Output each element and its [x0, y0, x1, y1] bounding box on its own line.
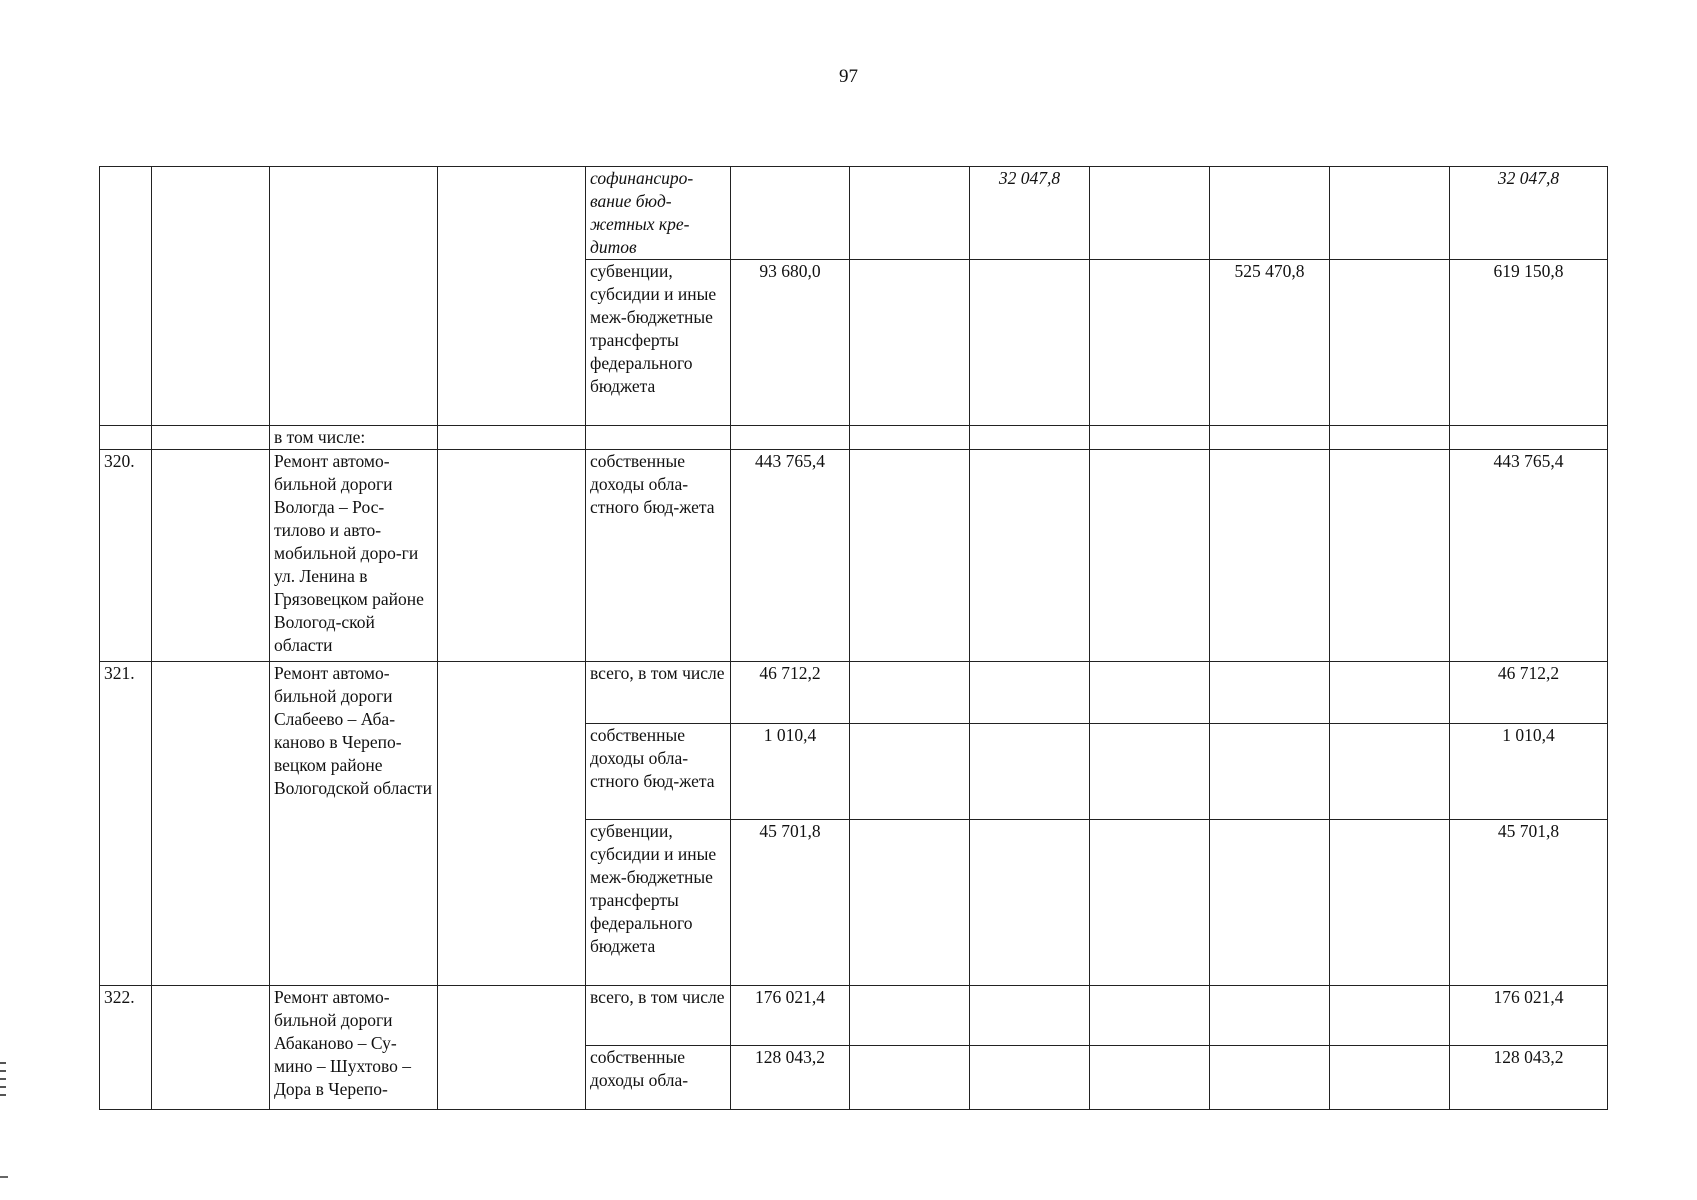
funding-source-cell: собственные доходы обла- [586, 1046, 731, 1110]
object-name-cell: Ремонт автомо-бильной дороги Абаканово – Су-мино – Шухтово – Дора в Черепо- [270, 986, 438, 1110]
amount-cell [1090, 820, 1210, 986]
total-cell [1450, 426, 1608, 450]
total-cell: 1 010,4 [1450, 724, 1608, 820]
amount-cell [1210, 662, 1330, 724]
amount-cell: 46 712,2 [731, 662, 850, 724]
code-cell [152, 662, 270, 986]
table-row [100, 986, 1608, 1046]
amount-cell [1330, 1046, 1450, 1110]
amount-cell: 128 043,2 [731, 1046, 850, 1110]
scan-edge-mark [0, 1176, 8, 1178]
row-number-cell: 320. [100, 450, 152, 662]
amount-cell [1090, 724, 1210, 820]
executor-cell [438, 662, 586, 986]
row-number-cell: 322. [100, 986, 152, 1110]
object-name-cell: Ремонт автомо-бильной дороги Вологда – Рос-тилово и авто-мобильной доро-ги ул. Ленина в Грязовецком районе Вологод-ской области [270, 450, 438, 662]
amount-cell [1210, 986, 1330, 1046]
budget-table [99, 166, 1608, 1110]
amount-cell [1330, 450, 1450, 662]
amount-cell [1330, 260, 1450, 426]
amount-cell [1090, 167, 1210, 260]
total-cell: 619 150,8 [1450, 260, 1608, 426]
object-name-cell: в том числе: [270, 426, 438, 450]
amount-cell: 525 470,8 [1210, 260, 1330, 426]
amount-cell [850, 260, 970, 426]
amount-cell [970, 450, 1090, 662]
amount-cell: 45 701,8 [731, 820, 850, 986]
total-cell: 45 701,8 [1450, 820, 1608, 986]
amount-cell [1090, 662, 1210, 724]
amount-cell [1210, 167, 1330, 260]
scan-edge-marks [0, 1062, 6, 1102]
executor-cell [438, 167, 586, 426]
total-cell: 443 765,4 [1450, 450, 1608, 662]
amount-cell [850, 724, 970, 820]
amount-cell [1330, 426, 1450, 450]
funding-source-cell: собственные доходы обла-стного бюд-жета [586, 450, 731, 662]
amount-cell [1090, 986, 1210, 1046]
amount-cell [1210, 1046, 1330, 1110]
amount-cell [970, 986, 1090, 1046]
amount-cell [850, 662, 970, 724]
table-row [100, 167, 1608, 260]
amount-cell [1330, 662, 1450, 724]
code-cell [152, 450, 270, 662]
total-cell: 32 047,8 [1450, 167, 1608, 260]
funding-source-cell: собственные доходы обла-стного бюд-жета [586, 724, 731, 820]
amount-cell [1210, 724, 1330, 820]
page-number: 97 [839, 66, 858, 87]
amount-cell: 176 021,4 [731, 986, 850, 1046]
amount-cell [1090, 426, 1210, 450]
total-cell: 46 712,2 [1450, 662, 1608, 724]
funding-source-cell [586, 426, 731, 450]
amount-cell [850, 1046, 970, 1110]
funding-source-cell: всего, в том числе [586, 662, 731, 724]
total-cell: 176 021,4 [1450, 986, 1608, 1046]
amount-cell: 443 765,4 [731, 450, 850, 662]
amount-cell [1090, 1046, 1210, 1110]
executor-cell [438, 450, 586, 662]
total-cell: 128 043,2 [1450, 1046, 1608, 1110]
executor-cell [438, 426, 586, 450]
code-cell [152, 426, 270, 450]
amount-cell [970, 426, 1090, 450]
amount-cell [850, 986, 970, 1046]
amount-cell [1090, 260, 1210, 426]
amount-cell: 93 680,0 [731, 260, 850, 426]
table-row [100, 450, 1608, 662]
amount-cell [1330, 820, 1450, 986]
amount-cell [1090, 450, 1210, 662]
amount-cell [1210, 426, 1330, 450]
row-number-cell [100, 167, 152, 426]
amount-cell [1330, 167, 1450, 260]
amount-cell [970, 662, 1090, 724]
table-row [100, 426, 1608, 450]
amount-cell: 32 047,8 [970, 167, 1090, 260]
amount-cell [1330, 724, 1450, 820]
amount-cell [850, 426, 970, 450]
amount-cell [731, 426, 850, 450]
object-name-cell: Ремонт автомо-бильной дороги Слабеево – Аба-каново в Черепо-вецком районе Вологодской области [270, 662, 438, 986]
code-cell [152, 167, 270, 426]
code-cell [152, 986, 270, 1110]
funding-source-cell: софинансиро-вание бюд-жетных кре-дитов [586, 167, 731, 260]
amount-cell [850, 820, 970, 986]
amount-cell [850, 167, 970, 260]
amount-cell [731, 167, 850, 260]
table-row [100, 662, 1608, 724]
row-number-cell: 321. [100, 662, 152, 986]
amount-cell [970, 260, 1090, 426]
object-name-cell [270, 167, 438, 426]
amount-cell [970, 724, 1090, 820]
amount-cell [1330, 986, 1450, 1046]
amount-cell: 1 010,4 [731, 724, 850, 820]
executor-cell [438, 986, 586, 1110]
amount-cell [850, 450, 970, 662]
funding-source-cell: субвенции, субсидии и иные меж-бюджетные трансферты федерального бюджета [586, 260, 731, 426]
row-number-cell [100, 426, 152, 450]
amount-cell [970, 820, 1090, 986]
amount-cell [970, 1046, 1090, 1110]
funding-source-cell: всего, в том числе [586, 986, 731, 1046]
amount-cell [1210, 450, 1330, 662]
amount-cell [1210, 820, 1330, 986]
funding-source-cell: субвенции, субсидии и иные меж-бюджетные трансферты федерального бюджета [586, 820, 731, 986]
